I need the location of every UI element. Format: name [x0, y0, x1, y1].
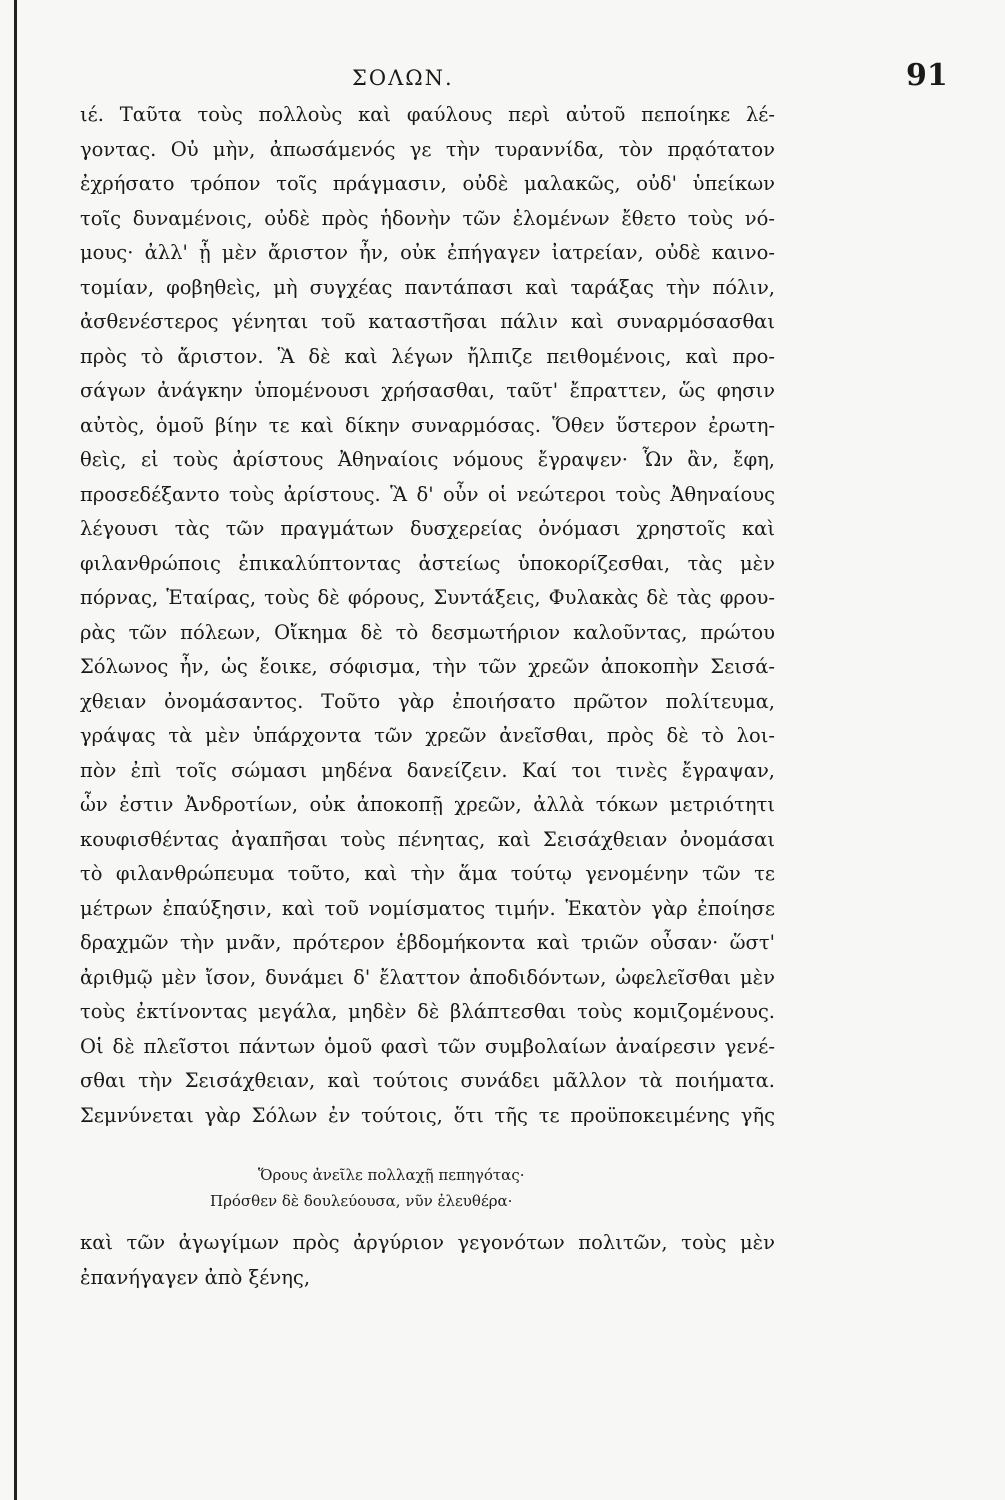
- text-line: Σεμνύνεται γὰρ Σόλων ἐν τούτοις, ὅτι τῆς τε προϋποκειμένης γῆς: [80, 1103, 775, 1127]
- continuation-paragraph: [80, 1226, 775, 1295]
- text-line: ὧν ἐστιν Ἀνδροτίων, οὐκ ἀποκοπῇ χρεῶν, ἀλλὰ τόκων μετριότητι: [80, 793, 775, 816]
- text-line: ἀριθμῷ μὲν ἴσον, δυνάμει δ' ἔλαττον ἀποδιδόντων, ὠφελεῖσθαι μὲν: [80, 965, 775, 989]
- text-line: ἐπανήγαγεν ἀπὸ ξένης,: [80, 1265, 311, 1289]
- text-line: γράψας τὰ μὲν ὑπάρχοντα τῶν χρεῶν ἀνεῖσθαι, πρὸς δὲ τὸ λοι-: [80, 724, 775, 747]
- main-paragraph: [80, 98, 775, 1133]
- verse-line: Ὅρους ἀνεῖλε πολλαχῇ πεπηγότας·: [258, 1166, 525, 1184]
- text-line: Σόλωνος ἦν, ὡς ἔοικε, σόφισμα, τὴν τῶν χρεῶν ἀποκοπὴν Σεισά-: [80, 655, 775, 678]
- text-line: χθειαν ὀνομάσαντος. Τοῦτο γὰρ ἐποιήσατο πρῶτον πολίτευμα,: [80, 689, 775, 713]
- text-line: Οἱ δὲ πλεῖστοι πάντων ὁμοῦ φασὶ τῶν συμβολαίων ἀναίρεσιν γενέ-: [80, 1034, 775, 1058]
- text-line: γοντας. Οὐ μὴν, ἀπωσάμενός γε τὴν τυραννίδα, τὸν πρᾳότατον: [80, 137, 775, 161]
- text-line: φιλανθρώποις ἐπικαλύπτοντας ἀστείως ὑποκορίζεσθαι, τὰς μὲν: [80, 551, 775, 575]
- verse-line: Πρόσθεν δὲ δουλεύουσα, νῦν ἐλευθέρα·: [210, 1192, 513, 1210]
- text-line: καὶ τῶν ἀγωγίμων πρὸς ἀργύριον γεγονότων πολιτῶν, τοὺς μὲν: [80, 1231, 775, 1254]
- text-line: κουφισθέντας ἀγαπῆσαι τοὺς πένητας, καὶ Σεισάχθειαν ὀνομάσαι: [80, 827, 775, 851]
- binding-edge: [14, 0, 17, 1500]
- text-line: θεὶς, εἰ τοὺς ἀρίστους Ἀθηναίοις νόμους ἔγραψεν· Ὧν ἂν, ἔφη,: [80, 448, 775, 471]
- text-line: σθαι τὴν Σεισάχθειαν, καὶ τούτοις συνάδει μᾶλλον τὰ ποιήματα.: [80, 1069, 775, 1092]
- text-line: πόρνας, Ἑταίρας, τοὺς δὲ φόρους, Συντάξεις, Φυλακὰς δὲ τὰς φρου-: [80, 586, 775, 609]
- page-header: [0, 58, 1005, 98]
- text-line: ἐχρήσατο τρόπον τοῖς πράγμασιν, οὐδὲ μαλακῶς, οὐδ' ὑπείκων: [80, 172, 775, 195]
- text-line: μέτρων ἐπαύξησιν, καὶ τοῦ νομίσματος τιμήν. Ἑκατὸν γὰρ ἐποίησε: [80, 896, 775, 920]
- text-line: πρὸς τὸ ἄριστον. Ἃ δὲ καὶ λέγων ἤλπιζε πειθομένοις, καὶ προ-: [80, 344, 775, 368]
- running-head: ΣΟΛΩΝ.: [352, 66, 454, 90]
- text-line: αὐτὸς, ὁμοῦ βίην τε καὶ δίκην συναρμόσας. Ὅθεν ὕστερον ἐρωτη-: [80, 413, 775, 437]
- verse-quotation: [210, 1162, 610, 1214]
- text-line: τοῖς δυναμένοις, οὐδὲ πρὸς ἡδονὴν τῶν ἑλομένων ἔθετο τοὺς νό-: [80, 206, 775, 230]
- page-number: 91: [906, 58, 948, 93]
- text-line: δραχμῶν τὴν μνᾶν, πρότερον ἑβδομήκοντα καὶ τριῶν οὖσαν· ὥστ': [80, 931, 775, 954]
- text-line: ἀσθενέστερος γένηται τοῦ καταστῆσαι πάλιν καὶ συναρμόσασθαι: [80, 310, 775, 333]
- text-line: ρὰς τῶν πόλεων, Οἴκημα δὲ τὸ δεσμωτήριον καλοῦντας, πρώτου: [80, 620, 775, 644]
- text-line: σάγων ἀνάγκην ὑπομένουσι χρήσασθαι, ταῦτ' ἔπραττεν, ὥς φησιν: [80, 379, 775, 402]
- text-line: τομίαν, φοβηθεὶς, μὴ συγχέας παντάπασι καὶ ταράξας τὴν πόλιν,: [80, 275, 775, 299]
- text-line: ιέ. Ταῦτα τοὺς πολλοὺς καὶ φαύλους περὶ αὐτοῦ πεποίηκε λέ-: [80, 103, 775, 126]
- text-line: τοὺς ἐκτίνοντας μεγάλα, μηδὲν δὲ βλάπτεσθαι τοὺς κομιζομένους.: [80, 1000, 775, 1023]
- text-line: προσεδέξαντο τοὺς ἀρίστους. Ἃ δ' οὖν οἱ νεώτεροι τοὺς Ἀθηναίους: [80, 482, 775, 506]
- text-line: λέγουσι τὰς τῶν πραγμάτων δυσχερείας ὀνόμασι χρηστοῖς καὶ: [80, 517, 775, 540]
- text-line: πὸν ἐπὶ τοῖς σώμασι μηδένα δανείζειν. Καί τοι τινὲς ἔγραψαν,: [80, 758, 775, 782]
- text-line: τὸ φιλανθρώπευμα τοῦτο, καὶ τὴν ἅμα τούτῳ γενομένην τῶν τε: [80, 862, 775, 885]
- text-line: μους· ἀλλ' ᾗ μὲν ἄριστον ἦν, οὐκ ἐπήγαγεν ἰατρείαν, οὐδὲ καινο-: [80, 241, 775, 264]
